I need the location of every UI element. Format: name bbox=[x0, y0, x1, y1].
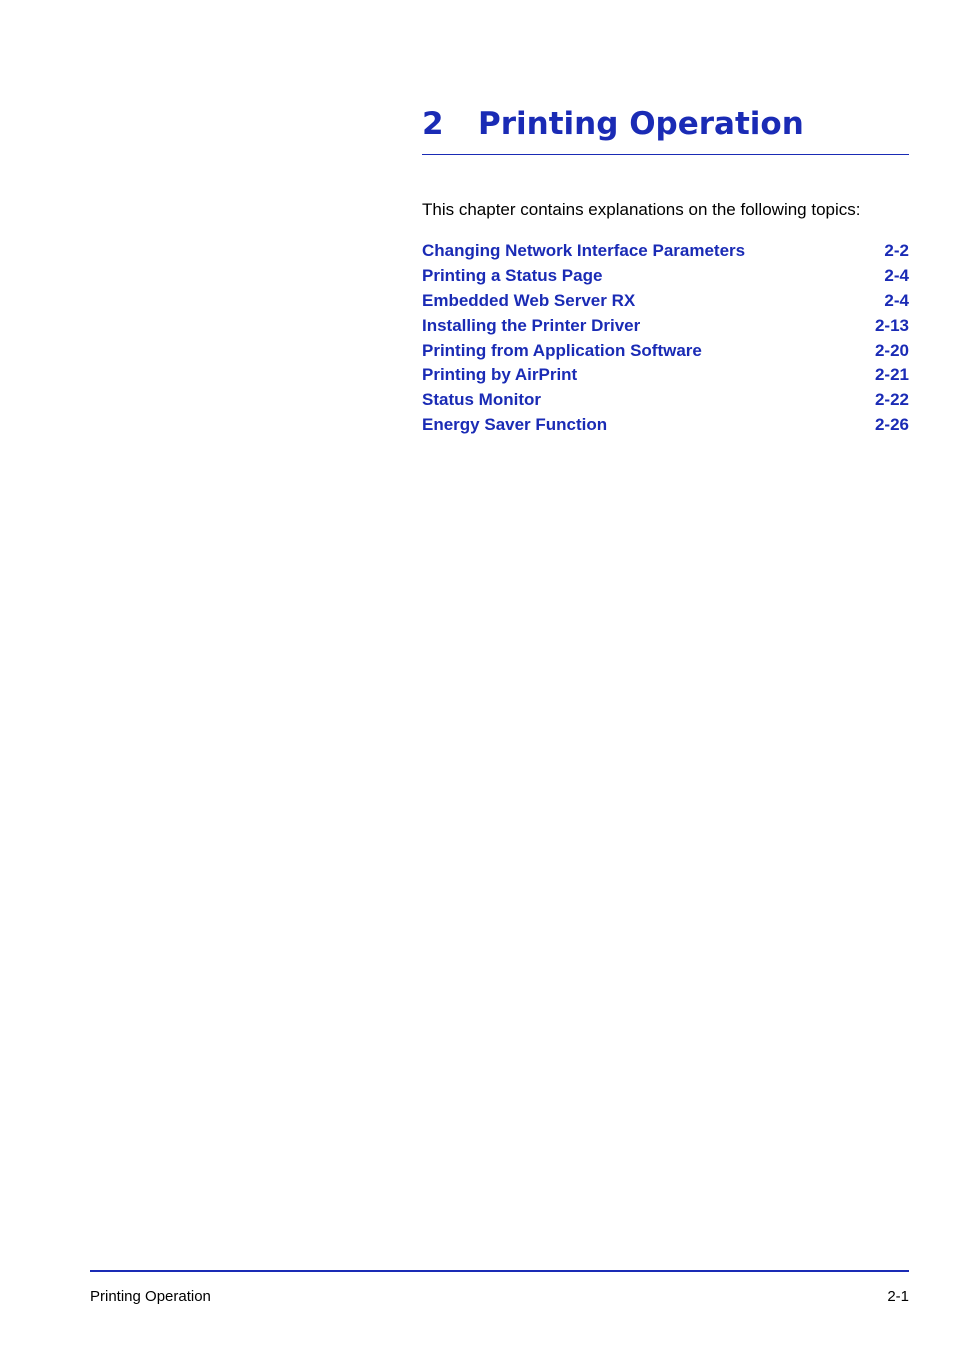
toc-entry-title: Installing the Printer Driver bbox=[422, 315, 641, 335]
toc-entry-page: 2-13 bbox=[874, 315, 909, 335]
toc-entry[interactable] bbox=[422, 314, 909, 339]
toc-entry-title: Printing from Application Software bbox=[422, 340, 702, 360]
toc-entry[interactable] bbox=[422, 264, 909, 289]
chapter-number: 2 bbox=[422, 106, 444, 142]
intro-text: This chapter contains explanations on the following topics: bbox=[422, 200, 861, 219]
toc-entry-page: 2-22 bbox=[874, 390, 909, 410]
footer-section-title: Printing Operation bbox=[90, 1288, 211, 1305]
footer-page-number: 2-1 bbox=[887, 1288, 909, 1305]
toc-entry-title: Energy Saver Function bbox=[422, 415, 608, 435]
toc-entry-title: Changing Network Interface Parameters bbox=[422, 241, 746, 260]
toc-entry[interactable] bbox=[422, 239, 909, 264]
toc-entry[interactable] bbox=[422, 413, 909, 438]
toc-entry[interactable] bbox=[422, 339, 909, 364]
toc-entry-page: 2-20 bbox=[874, 340, 909, 360]
toc-entry-title: Status Monitor bbox=[422, 390, 541, 410]
toc-entry-page: 2-2 bbox=[884, 241, 909, 260]
toc-entry-page: 2-4 bbox=[884, 265, 909, 285]
toc-entry-title: Printing by AirPrint bbox=[422, 365, 578, 385]
chapter-title: Printing Operation bbox=[478, 106, 804, 142]
chapter-heading bbox=[422, 100, 909, 155]
toc-entry[interactable] bbox=[422, 289, 909, 314]
chapter-toc bbox=[422, 239, 909, 438]
toc-entry-page: 2-26 bbox=[874, 415, 909, 435]
toc-entry[interactable] bbox=[422, 363, 909, 388]
toc-entry-title: Embedded Web Server RX bbox=[422, 290, 636, 310]
toc-entry-page: 2-4 bbox=[884, 290, 909, 310]
page-footer bbox=[90, 1270, 909, 1305]
toc-entry[interactable] bbox=[422, 388, 909, 413]
toc-entry-title: Printing a Status Page bbox=[422, 265, 603, 285]
toc-entry-page: 2-21 bbox=[874, 365, 909, 385]
